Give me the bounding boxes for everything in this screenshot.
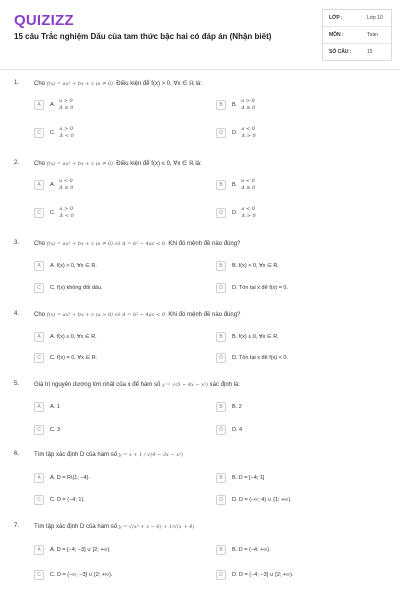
option-text: A. 1	[50, 404, 60, 410]
option-label: C.	[50, 210, 56, 216]
option-label: B.	[232, 182, 238, 188]
option-letter: D	[216, 283, 226, 293]
meta-label: LỚP :	[329, 15, 343, 21]
option-d[interactable]	[216, 126, 386, 140]
meta-value: 15	[367, 49, 373, 55]
option-letter: B	[216, 261, 226, 271]
option-text: A. D = [−4; −3] ∪ [2; +∞).	[50, 547, 111, 553]
question-post: Khi đó mệnh đề nào đúng?	[168, 241, 241, 247]
question-text	[34, 80, 374, 88]
question-number: 7.	[14, 523, 20, 529]
meta-label: SỐ CÂU :	[329, 49, 352, 55]
option-b[interactable]	[216, 98, 386, 112]
option-condition: a < 0 Δ ≤ 0	[59, 178, 74, 191]
question-number: 5.	[14, 381, 20, 387]
option-c[interactable]	[34, 206, 204, 220]
question-number: 1.	[14, 80, 20, 86]
question-pre: Cho	[34, 81, 46, 87]
question-number: 4.	[14, 311, 20, 317]
option-c[interactable]	[34, 423, 204, 437]
option-text: C. D = (−∞; −3] ∪ [2; +∞).	[50, 572, 113, 578]
option-b[interactable]	[216, 330, 386, 344]
option-text: B. f(x) ≤ 0, ∀x ∈ R.	[232, 334, 279, 340]
option-text: A. f(x) ≥ 0, ∀x ∈ R.	[50, 334, 97, 340]
option-letter: D	[216, 128, 226, 138]
option-d[interactable]	[216, 423, 386, 437]
option-label: D.	[232, 210, 238, 216]
option-text: D. D = (−∞; 4) ∪ (1; +∞).	[232, 497, 292, 503]
question-text	[34, 451, 374, 459]
question-text	[34, 311, 374, 319]
option-c[interactable]	[34, 126, 204, 140]
option-d[interactable]	[216, 493, 386, 507]
question-post: xác định là:	[209, 382, 241, 388]
option-d[interactable]	[216, 206, 386, 220]
option-letter: A	[34, 100, 44, 110]
question-post: Điều kiện để f(x) ≤ 0, ∀x ∈ ℝ là:	[116, 161, 202, 167]
option-condition: a > 0 Δ ≤ 0	[59, 98, 74, 111]
meta-label: MÔN :	[329, 32, 344, 38]
option-a[interactable]	[34, 400, 204, 414]
option-c[interactable]	[34, 281, 204, 295]
option-letter: B	[216, 402, 226, 412]
question-pre: Giá trị nguyên dương lớn nhất của x để hàm số	[34, 382, 161, 388]
question-number: 2.	[14, 160, 20, 166]
option-letter: D	[216, 425, 226, 435]
option-letter: C	[34, 128, 44, 138]
meta-value: Toán	[367, 32, 378, 38]
option-d[interactable]	[216, 281, 386, 295]
option-letter: C	[34, 208, 44, 218]
question-text	[34, 381, 374, 389]
option-d[interactable]	[216, 351, 386, 365]
option-letter: B	[216, 180, 226, 190]
option-letter: A	[34, 180, 44, 190]
meta-row-subject	[323, 27, 391, 44]
option-text: B. 2	[232, 404, 242, 410]
option-condition: a > 0 Δ < 0	[59, 206, 74, 219]
option-letter: B	[216, 332, 226, 342]
question-math: y = √(5 − 4x − x²)	[161, 382, 208, 388]
question-math: f(x) = ax² + bx + c (a ≠ 0).	[46, 161, 115, 167]
option-label: A.	[50, 182, 56, 188]
option-letter: A	[34, 332, 44, 342]
question-pre: Cho	[34, 241, 46, 247]
option-a[interactable]	[34, 330, 204, 344]
option-letter: A	[34, 402, 44, 412]
question-math: f(x) = ax² + bx + c (a ≠ 0).	[46, 81, 115, 87]
option-b[interactable]	[216, 543, 386, 557]
option-a[interactable]	[34, 98, 204, 112]
option-text: D. Tồn tại x để f(x) = 0.	[232, 285, 288, 291]
option-b[interactable]	[216, 259, 386, 273]
option-d[interactable]	[216, 568, 386, 582]
option-text: B. D = (−4; +∞).	[232, 547, 271, 553]
option-text: B. D = [−4; 1]	[232, 475, 265, 481]
option-text: C. 3	[50, 427, 61, 433]
meta-row-count	[323, 44, 391, 60]
question-pre: Tìm tập xác định D của hàm số	[34, 524, 118, 530]
option-condition: a < 0 Δ ≥ 0	[241, 178, 256, 191]
option-letter: C	[34, 283, 44, 293]
option-c[interactable]	[34, 568, 204, 582]
option-letter: C	[34, 495, 44, 505]
question-text	[34, 160, 374, 168]
question-pre: Cho	[34, 312, 46, 318]
meta-row-class	[323, 10, 391, 27]
quizizz-logo[interactable]: QUIZIZZ	[14, 12, 74, 29]
question-math: y = √(x² + x − 6) + 1/√(x + 4)	[118, 524, 195, 530]
option-letter: B	[216, 545, 226, 555]
option-letter: D	[216, 495, 226, 505]
option-letter: D	[216, 570, 226, 580]
question-number: 6.	[14, 451, 20, 457]
quiz-title: 15 câu Trắc nghiệm Dấu của tam thức bậc hai có đáp án (Nhận biết)	[14, 32, 272, 41]
option-letter: D	[216, 353, 226, 363]
option-text: D. 4	[232, 427, 243, 433]
page-header	[0, 0, 400, 70]
option-condition: a > 0 Δ ≥ 0	[241, 98, 256, 111]
option-text: C. D = (−4; 1).	[50, 497, 85, 503]
option-text: A. f(x) > 0, ∀x ∈ R.	[50, 263, 97, 269]
option-text: A. D = R\{1; −4}.	[50, 475, 91, 481]
option-a[interactable]	[34, 543, 204, 557]
option-b[interactable]	[216, 178, 386, 192]
option-b[interactable]	[216, 471, 386, 485]
option-letter: D	[216, 208, 226, 218]
question-pre: Cho	[34, 161, 46, 167]
option-a[interactable]	[34, 178, 204, 192]
option-letter: A	[34, 473, 44, 483]
question-post: Khi đó mệnh đề nào đúng?	[168, 312, 241, 318]
option-text: B. f(x) < 0, ∀x ∈ R.	[232, 263, 279, 269]
option-label: D.	[232, 130, 238, 136]
option-label: A.	[50, 102, 56, 108]
option-letter: C	[34, 570, 44, 580]
option-condition: a < 0 Δ > 0	[241, 206, 256, 219]
option-a[interactable]	[34, 259, 204, 273]
quiz-meta-box	[322, 9, 392, 61]
option-letter: B	[216, 100, 226, 110]
option-letter: A	[34, 261, 44, 271]
question-math: f(x) = ax² + bx + c (a > 0) có Δ = b² − 4ac < 0.	[46, 312, 167, 318]
option-text: C. f(x) = 0, ∀x ∈ R.	[50, 355, 98, 361]
question-text	[34, 240, 374, 248]
option-letter: B	[216, 473, 226, 483]
option-label: C.	[50, 130, 56, 136]
option-letter: C	[34, 425, 44, 435]
question-math: y = x + 1 / √(4 − 3x − x²)	[118, 452, 183, 458]
question-post: Điều kiện để f(x) > 0, ∀x ∈ ℝ là:	[116, 81, 202, 87]
option-text: D. Tồn tại x để f(x) < 0.	[232, 355, 288, 361]
question-number: 3.	[14, 240, 20, 246]
option-letter: C	[34, 353, 44, 363]
option-c[interactable]	[34, 351, 204, 365]
question-text	[34, 523, 374, 531]
option-b[interactable]	[216, 400, 386, 414]
option-c[interactable]	[34, 493, 204, 507]
option-text: C. f(x) không đổi dấu.	[50, 285, 103, 291]
option-text: D. D = (−4; −3] ∪ [2; +∞).	[232, 572, 294, 578]
option-a[interactable]	[34, 471, 204, 485]
question-math: f(x) = ax² + bx + c (a ≠ 0) có Δ = b² − 4ac < 0.	[46, 241, 167, 247]
meta-value: Lớp 10	[367, 15, 383, 21]
option-condition: a > 0 Δ < 0	[59, 126, 74, 139]
option-letter: A	[34, 545, 44, 555]
option-condition: a < 0 Δ > 0	[241, 126, 256, 139]
option-label: B.	[232, 102, 238, 108]
question-pre: Tìm tập xác định D của hàm số	[34, 452, 118, 458]
